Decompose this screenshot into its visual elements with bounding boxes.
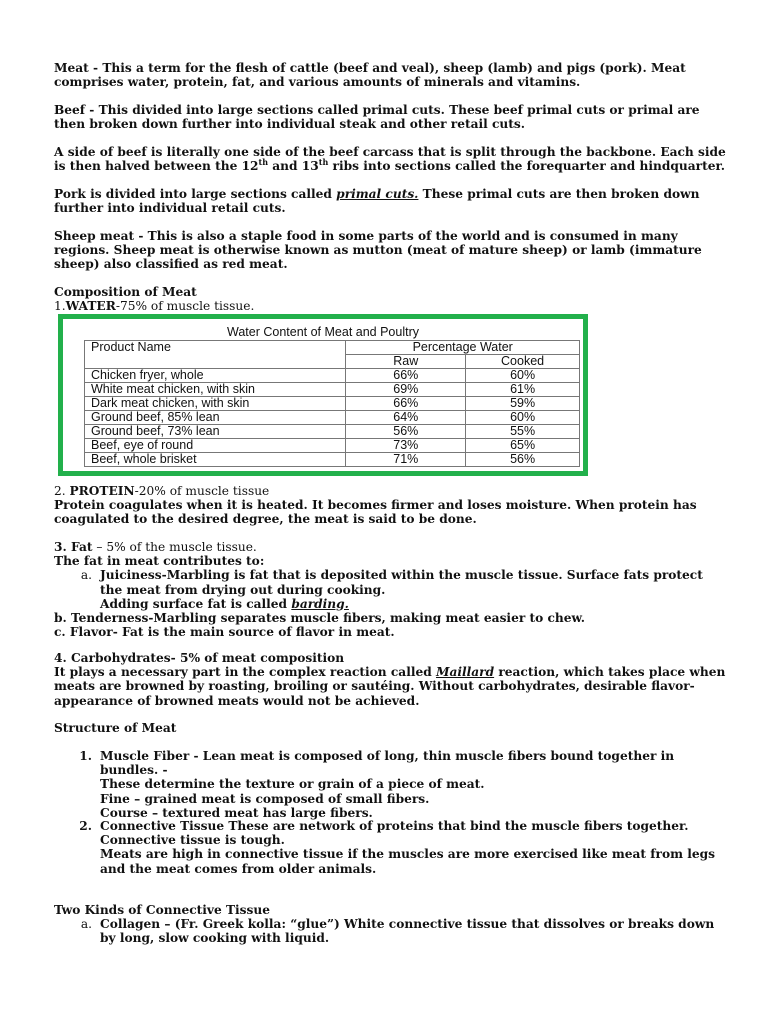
table-cell-name: White meat chicken, with skin bbox=[85, 383, 346, 397]
table-cell-cooked: 60% bbox=[466, 411, 580, 425]
section-connective-kinds bbox=[54, 903, 726, 946]
fat-intro: The fat in meat contributes to: bbox=[54, 554, 265, 569]
header-percentage-water: Percentage Water bbox=[346, 341, 580, 355]
table-row bbox=[85, 453, 580, 467]
table-cell-cooked: 65% bbox=[466, 439, 580, 453]
table-cell-raw: 66% bbox=[346, 369, 466, 383]
fat-item-a: a. Juiciness-Marbling is fat that is deposited within the muscle tissue. Surface fats protect the meat from drying out during cooking. Adding surface fat is called barding. bbox=[80, 568, 703, 611]
table-cell-name: Ground beef, 73% lean bbox=[85, 425, 346, 439]
water-content-table-figure bbox=[58, 314, 588, 476]
paragraph-sheep-meat: Sheep meat - This is also a staple food in some parts of the world and is consumed in many regions. Sheep meat is otherwise known as mutton (meat of mature sheep) or lamb (immature sheep) also classified as red meat. bbox=[54, 229, 702, 272]
table-cell-name: Dark meat chicken, with skin bbox=[85, 397, 346, 411]
heading-protein: 2. PROTEIN-20% of muscle tissue bbox=[54, 484, 270, 498]
table-cell-name: Chicken fryer, whole bbox=[85, 369, 346, 383]
paragraph-meat: Meat - This a term for the flesh of cattle (beef and veal), sheep (lamb) and pigs (pork). Meat comprises water, protein, fat, and various amounts of minerals and vitamins. bbox=[54, 61, 686, 90]
table-row bbox=[85, 411, 580, 425]
structure-item-connective-tissue: 2. Connective Tissue These are network of proteins that bind the muscle fibers together. Connective tissue is tough. Meats are high in connective tissue if the muscles are more exercised like meat from legs and the meat comes from older animals. bbox=[79, 819, 715, 876]
table-cell-name: Beef, whole brisket bbox=[85, 453, 346, 467]
table-cell-raw: 73% bbox=[346, 439, 466, 453]
heading-carbohydrates: 4. Carbohydrates- 5% of meat composition bbox=[54, 651, 345, 665]
header-product-name: Product Name bbox=[85, 341, 346, 355]
table-row bbox=[85, 439, 580, 453]
heading-fat: 3. Fat – 5% of the muscle tissue. bbox=[54, 540, 257, 554]
heading-connective-kinds: Two Kinds of Connective Tissue bbox=[54, 903, 271, 917]
table-cell-cooked: 61% bbox=[466, 383, 580, 397]
table-cell-name: Ground beef, 85% lean bbox=[85, 411, 346, 425]
table-cell-raw: 69% bbox=[346, 383, 466, 397]
table-title: Water Content of Meat and Poultry bbox=[227, 325, 419, 339]
table-cell-cooked: 55% bbox=[466, 425, 580, 439]
table-row bbox=[85, 383, 580, 397]
protein-body: Protein coagulates when it is heated. It becomes firmer and loses moisture. When protein has coagulated to the desired degree, the meat is said to be done. bbox=[54, 498, 697, 527]
heading-composition: Composition of Meat bbox=[54, 285, 197, 299]
fat-item-c: c. Flavor- Fat is the main source of flavor in meat. bbox=[54, 625, 395, 640]
carbohydrates-body: It plays a necessary part in the complex reaction called Maillard reaction, which takes place when meats are browned by roasting, broiling or sautéing. Without carbohydrates, desirable flavor-appearance of browned meats would not be achieved. bbox=[54, 665, 726, 708]
section-protein bbox=[54, 484, 726, 527]
term-primal-cuts: primal cuts. bbox=[336, 187, 419, 201]
table-cell-raw: 64% bbox=[346, 411, 466, 425]
table-cell-cooked: 59% bbox=[466, 397, 580, 411]
heading-structure: Structure of Meat bbox=[54, 721, 177, 735]
term-maillard: Maillard bbox=[435, 665, 495, 680]
section-fat bbox=[54, 540, 726, 639]
table-row bbox=[85, 425, 580, 439]
header-raw: Raw bbox=[346, 355, 466, 369]
item-water: 1.WATER-75% of muscle tissue. bbox=[54, 299, 255, 314]
paragraph-beef: Beef - This divided into large sections called primal cuts. These beef primal cuts or primal are then broken down further into individual steak and other retail cuts. bbox=[54, 103, 700, 132]
table-cell-raw: 66% bbox=[346, 397, 466, 411]
section-composition bbox=[54, 285, 726, 313]
table-row bbox=[85, 397, 580, 411]
fat-item-b: b. Tenderness-Marbling separates muscle fibers, making meat easier to chew. bbox=[54, 611, 586, 626]
section-carbohydrates bbox=[54, 651, 726, 708]
table-cell-raw: 71% bbox=[346, 453, 466, 467]
table-cell-cooked: 56% bbox=[466, 453, 580, 467]
paragraph-side-of-beef: A side of beef is literally one side of the beef carcass that is split through the backbone. Each side is then halved between the 12th and 13th ribs into sections called the forequarter and hindquarter. bbox=[54, 145, 726, 174]
paragraph-pork: Pork is divided into large sections called primal cuts. These primal cuts are then broken down further into individual retail cuts. bbox=[54, 187, 700, 216]
water-content-table bbox=[84, 340, 580, 467]
header-cooked: Cooked bbox=[466, 355, 580, 369]
term-barding: barding. bbox=[291, 596, 349, 611]
table-row bbox=[85, 369, 580, 383]
table-cell-raw: 56% bbox=[346, 425, 466, 439]
structure-item-muscle-fiber: 1. Muscle Fiber - Lean meat is composed of long, thin muscle fibers bound together in bundles. - These determine the texture or grain of a piece of meat. Fine – grained meat is composed of small fibers. Course – textured meat has large fibers. bbox=[79, 749, 675, 820]
table-cell-cooked: 60% bbox=[466, 369, 580, 383]
table-cell-name: Beef, eye of round bbox=[85, 439, 346, 453]
connective-item-collagen: a. Collagen – (Fr. Greek kolla: “glue”) White connective tissue that dissolves or breaks down by long, slow cooking with liquid. bbox=[80, 917, 715, 946]
